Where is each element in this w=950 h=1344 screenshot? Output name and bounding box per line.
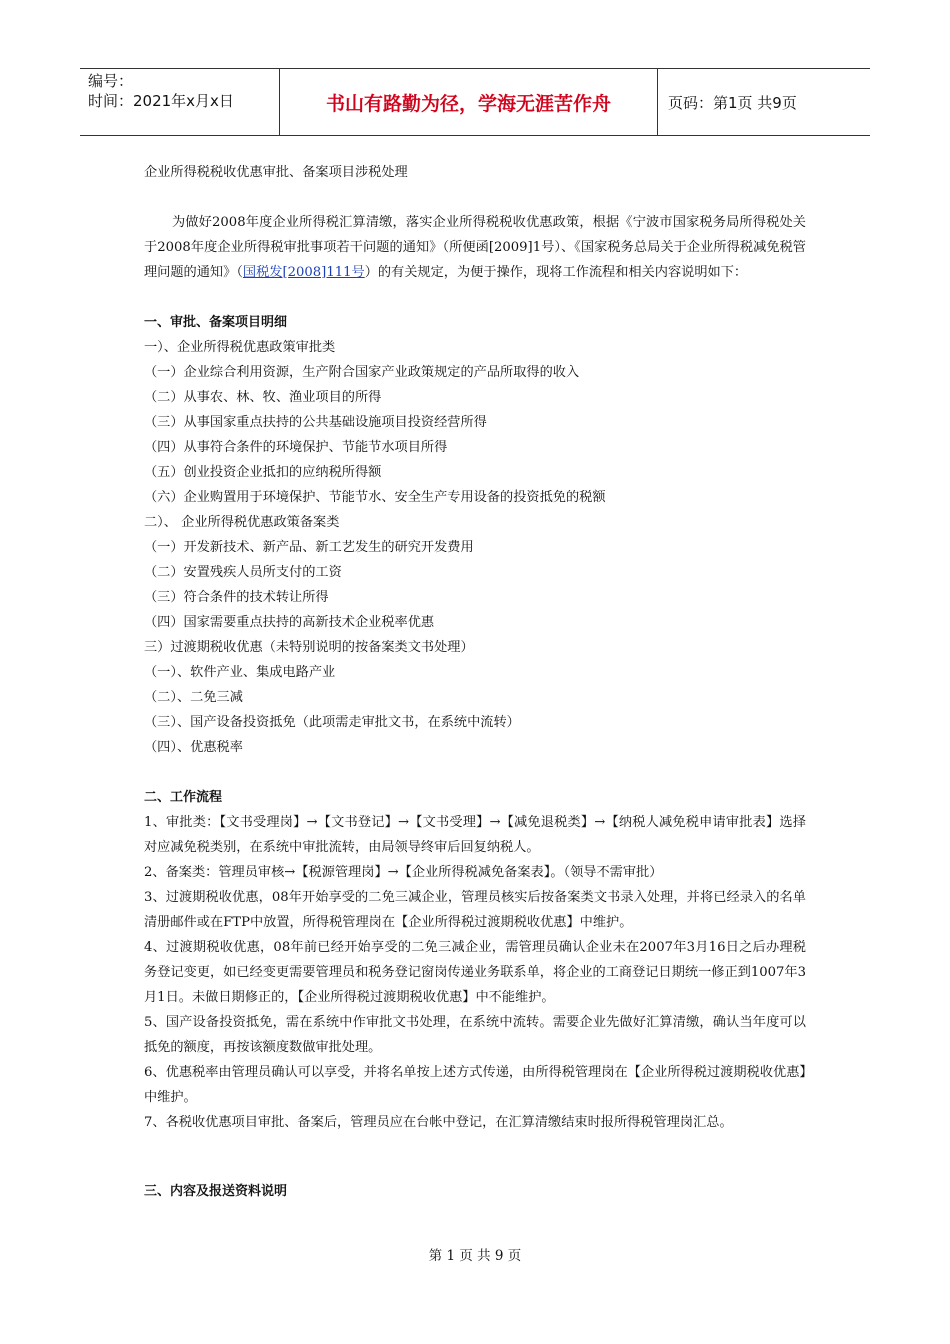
document-title: 企业所得税税收优惠审批、备案项目涉税处理 (144, 165, 408, 180)
list-item: （一）、软件产业、集成电路产业 (144, 665, 336, 680)
section-heading-3: 三、内容及报送资料说明 (144, 1184, 288, 1199)
section-heading-1: 一、审批、备案项目明细 (144, 315, 288, 330)
document-body (144, 160, 806, 1204)
list-item: （一）企业综合利用资源，生产附合国家产业政策规定的产品所取得的收入 (144, 365, 580, 380)
list-item: （一）开发新技术、新产品、新工艺发生的研究开发费用 (144, 540, 474, 555)
section1-list (144, 335, 806, 760)
list-item: 三）过渡期税收优惠（未特别说明的按备案类文书处理） (144, 640, 474, 655)
list-item: 二）、 企业所得税优惠政策备案类 (144, 515, 340, 530)
time-label: 时间：2021年x月x日 (88, 92, 234, 110)
list-item: （四）国家需要重点扶持的高新技术企业税率优惠 (144, 615, 435, 630)
workflow-item: 2、备案类：管理员审核→【税源管理岗】→【企业所得税减免备案表】。（领导不需审批） (144, 865, 663, 880)
list-item: （六）企业购置用于环境保护、节能节水、安全生产专用设备的投资抵免的税额 (144, 490, 606, 505)
list-item: （三）、国产设备投资抵免（此项需走审批文书，在系统中流转） (144, 715, 520, 730)
list-item: （三）从事国家重点扶持的公共基础设施项目投资经营所得 (144, 415, 487, 430)
intro-paragraph (144, 210, 806, 285)
list-item: （四）从事符合条件的环境保护、节能节水项目所得 (144, 440, 448, 455)
document-header (80, 68, 870, 136)
section-heading-2: 二、工作流程 (144, 790, 223, 805)
workflow-item: 5、国产设备投资抵免，需在系统中作审批文书处理，在系统中流转。需要企业先做好汇算清缴，确认当年度可以抵免的额度，再按该额度数做审批处理。 (144, 1015, 806, 1055)
list-item: （五）创业投资企业抵扣的应纳税所得额 (144, 465, 382, 480)
list-item: 一）、企业所得税优惠政策审批类 (144, 340, 336, 355)
workflow-item: 6、优惠税率由管理员确认可以享受，并将名单按上述方式传递，由所得税管理岗在【企业所得税过渡期税收优惠】中维护。 (144, 1065, 806, 1105)
workflow-item: 3、过渡期税收优惠，08年开始享受的二免三减企业，管理员核实后按备案类文书录入处理，并将已经录入的名单清册邮件或在FTP中放置，所得税管理岗在【企业所得税过渡期税收优惠】中维护。 (144, 890, 806, 930)
workflow-item: 4、过渡期税收优惠，08年前已经开始享受的二免三减企业，需管理员确认企业未在2007年3月16日之后办理税务登记变更，如已经变更需要管理员和税务登记窗岗传递业务联系单，将企业的工商登记日期统一修正到1007年3月1日。未做日期修正的，【企业所得税过渡期税收优惠】中不能维护。 (144, 940, 806, 1005)
list-item: （二）、二免三减 (144, 690, 243, 705)
number-label: 编号： (88, 72, 134, 90)
spacer (144, 1135, 806, 1179)
header-motto: 书山有路勤为径，学海无涯苦作舟 (280, 69, 658, 135)
intro-text-a: 为做好2008年度企业所得税汇算清缴，落实企业所得税税收优惠政策，根据《宁波市国家税务局所得税处关于2008年度企业所得税审批事项若干问题的通知》（所便函[2009]1号）、《国家税务总局关于企业所得税减免税管理问题的通知》（ (144, 215, 806, 280)
list-item: （二）安置残疾人员所支付的工资 (144, 565, 342, 580)
header-page-label: 页码：第1页 共9页 (668, 93, 797, 112)
list-item: （三）符合条件的技术转让所得 (144, 590, 329, 605)
policy-link[interactable]: 国税发[2008]111号 (242, 265, 365, 280)
spacer (144, 760, 806, 785)
header-meta (80, 69, 280, 135)
workflow-item: 1、审批类：【文书受理岗】→【文书登记】→【文书受理】→【减免退税类】→【纳税人减免税申请审批表】选择对应减免税类别，在系统中审批流转，由局领导终审后回复纳税人。 (144, 815, 806, 855)
list-item: （二）从事农、林、牧、渔业项目的所得 (144, 390, 382, 405)
page-footer: 第 1 页 共 9 页 (428, 1248, 522, 1264)
workflow-item: 7、各税收优惠项目审批、备案后，管理员应在台帐中登记，在汇算清缴结束时报所得税管理岗汇总。 (144, 1115, 733, 1130)
intro-text-b: ）的有关规定，为便于操作，现将工作流程和相关内容说明如下： (364, 265, 748, 280)
section2-list (144, 810, 806, 1135)
list-item: （四）、优惠税率 (144, 740, 243, 755)
